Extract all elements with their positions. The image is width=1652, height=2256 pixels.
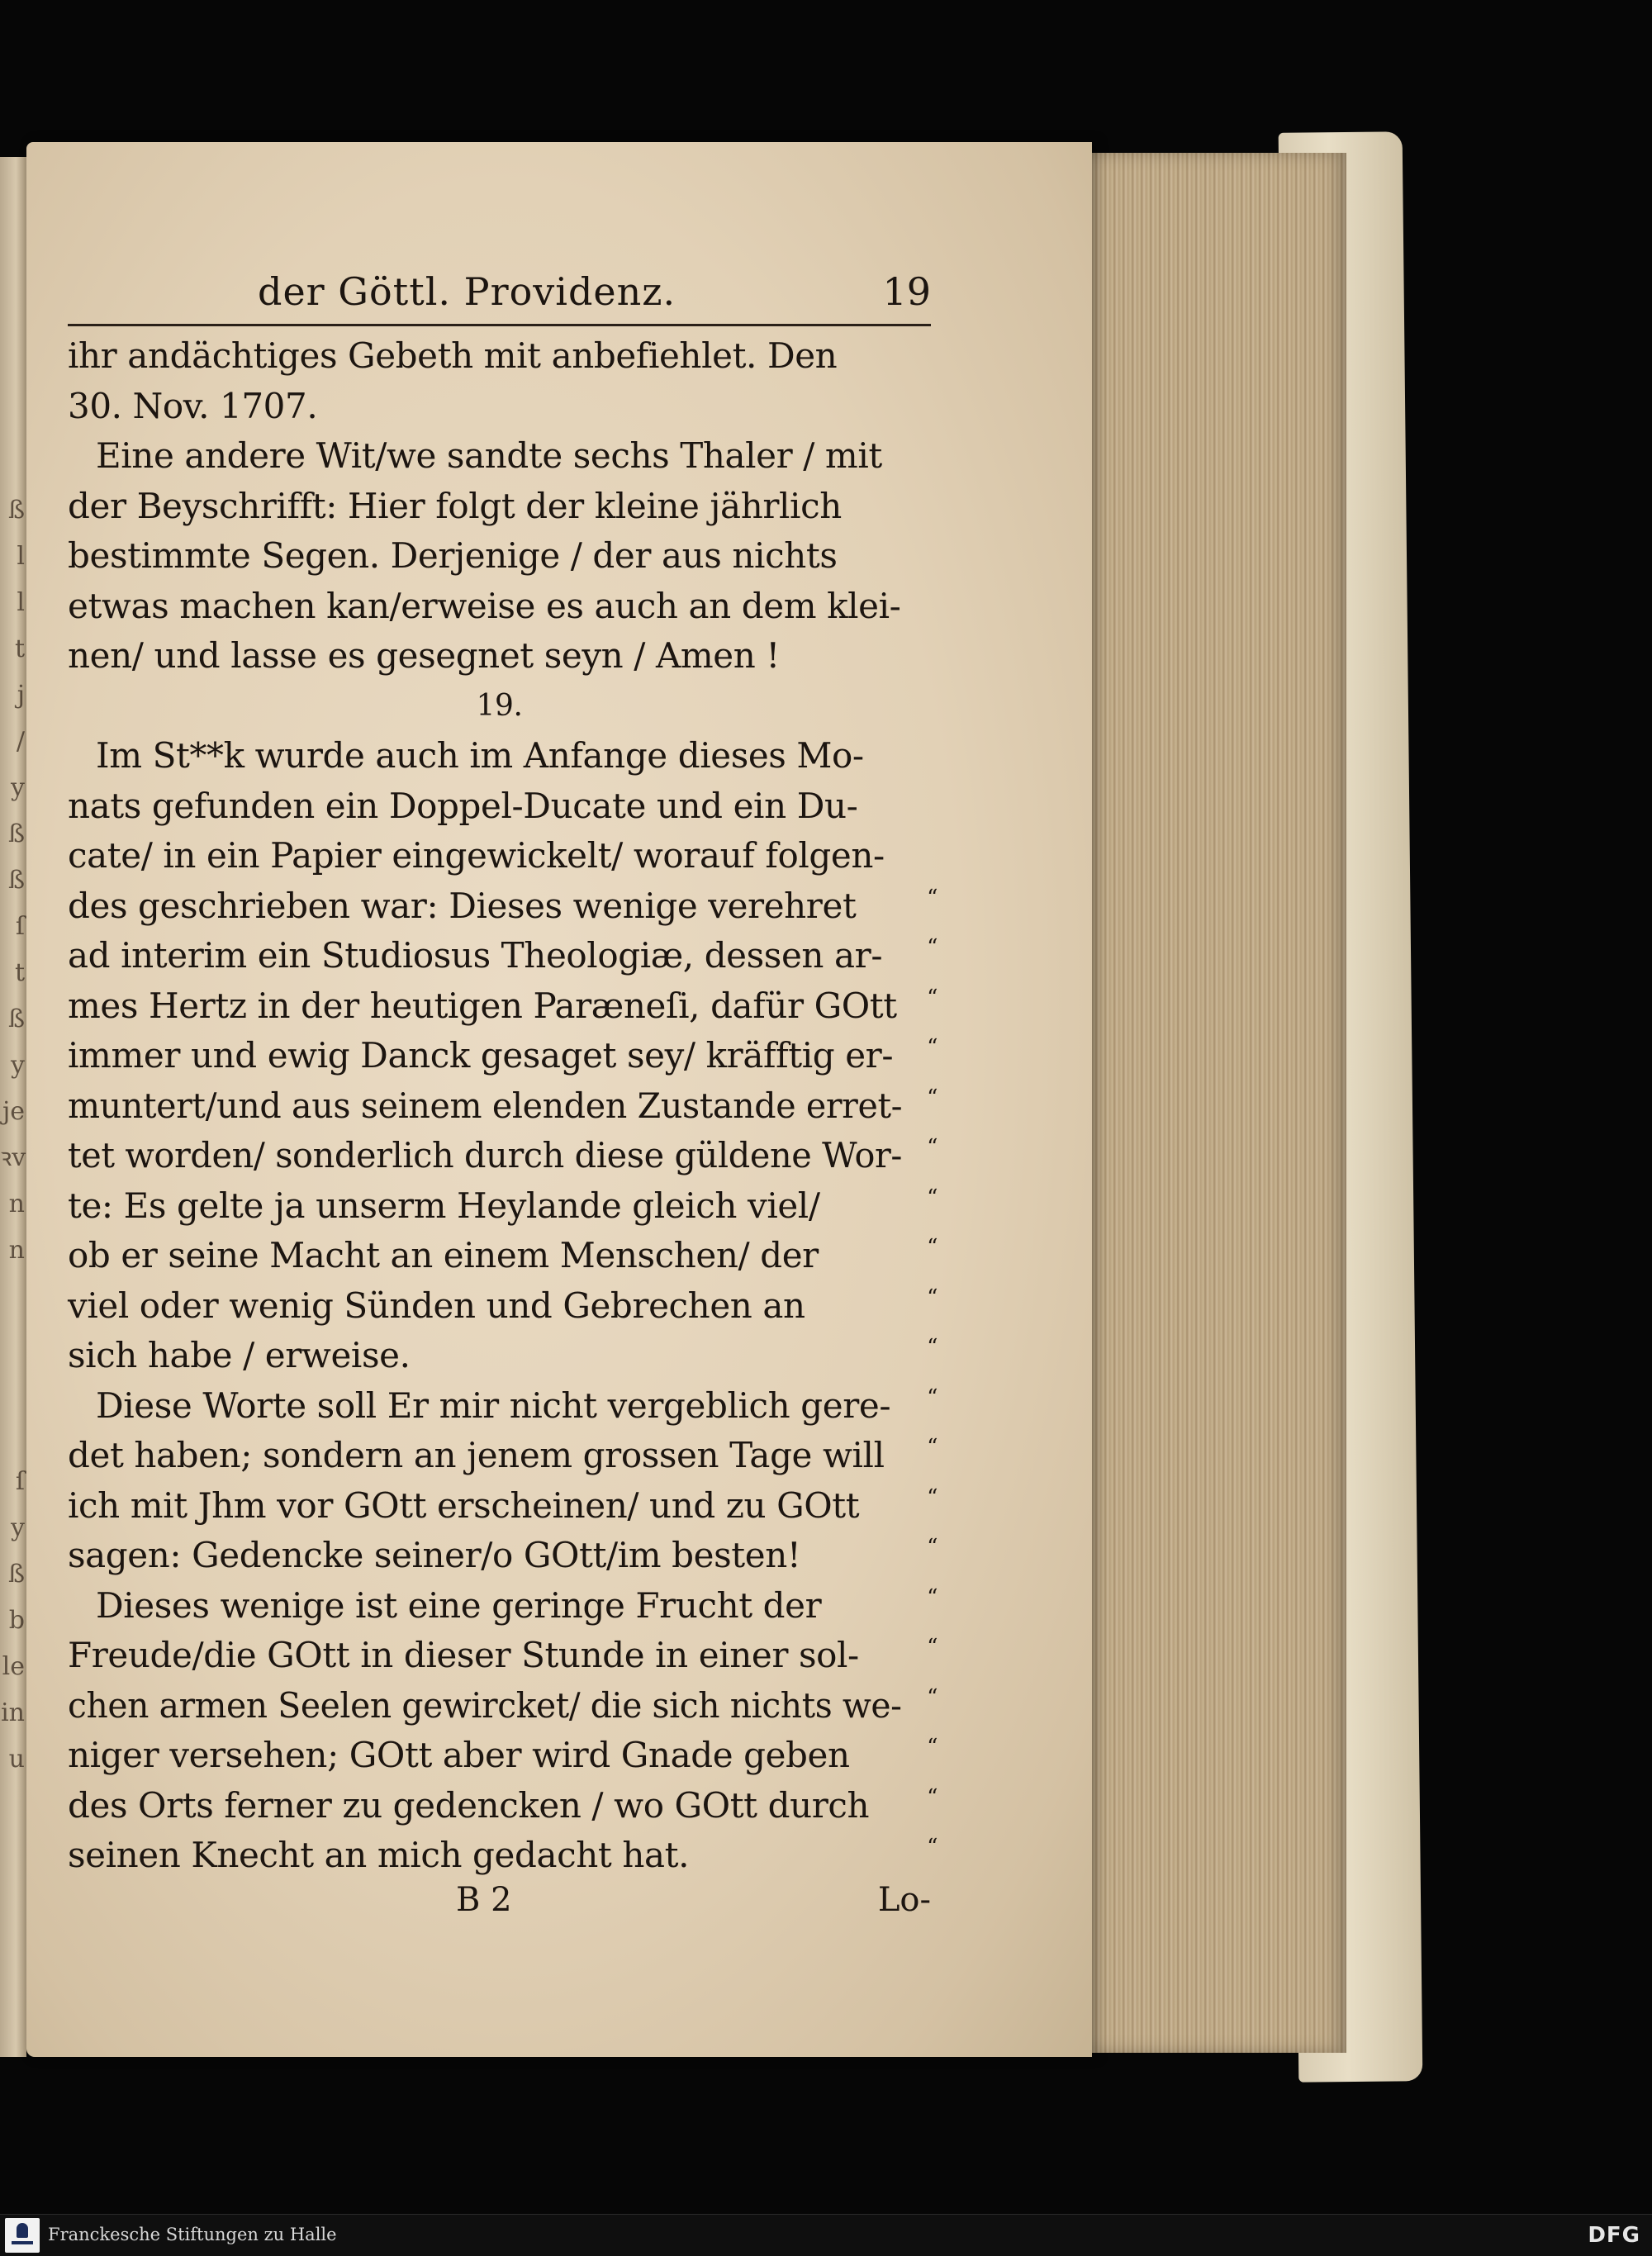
margin-fragment: u xyxy=(8,1745,25,1774)
margin-fragment: l xyxy=(17,542,25,571)
margin-fragment: n xyxy=(8,1236,25,1265)
text-line xyxy=(68,1731,938,1781)
text-line xyxy=(68,531,931,582)
quotation-mark: “ xyxy=(927,1335,938,1360)
margin-fragment: ß xyxy=(7,1560,25,1589)
text-line xyxy=(68,981,938,1032)
margin-fragment xyxy=(0,1320,25,1366)
text-line-content: Diese Worte soll Er mir nicht vergeblich gere- xyxy=(96,1384,891,1426)
text-line xyxy=(68,1081,938,1132)
quotation-mark: “ xyxy=(927,1784,938,1810)
margin-fragment: / xyxy=(16,727,25,756)
text-line xyxy=(68,831,931,881)
quotation-mark: “ xyxy=(927,1185,938,1210)
text-line-content: Im St**k wurde auch im Anfange dieses Mo- xyxy=(96,735,864,776)
book-page xyxy=(26,142,1092,2057)
text-line xyxy=(68,731,931,781)
quotation-mark: “ xyxy=(927,935,938,960)
quotation-mark: “ xyxy=(927,1535,938,1560)
margin-fragment: ß xyxy=(7,1005,25,1033)
text-line-content: nen/ und lasse es gesegnet seyn / Amen ! xyxy=(68,635,780,676)
text-line xyxy=(68,1031,938,1081)
quotation-mark: “ xyxy=(927,1085,938,1110)
margin-fragment: y xyxy=(11,1513,25,1542)
margin-fragment xyxy=(0,1413,25,1459)
margin-fragment: in xyxy=(1,1698,25,1727)
signature-mark: B 2 xyxy=(456,1880,512,1919)
margin-fragment: y xyxy=(11,773,25,802)
text-line xyxy=(68,1581,938,1631)
text-line-content: ihr andächtiges Gebeth mit anbefiehlet. Den xyxy=(68,335,838,376)
quotation-mark: “ xyxy=(927,1384,938,1410)
text-line-content: immer und ewig Danck gesaget sey/ kräfftig er- xyxy=(68,1035,894,1076)
running-head xyxy=(68,266,931,326)
quotation-mark: “ xyxy=(927,1735,938,1760)
previous-page-edge xyxy=(0,157,26,2057)
text-line-content: chen armen Seelen gewircket/ die sich nichts we- xyxy=(68,1684,902,1726)
quotation-mark: “ xyxy=(927,1035,938,1060)
margin-fragment xyxy=(0,1274,25,1320)
margin-fragment: j xyxy=(17,681,25,710)
text-line-content: Dieses wenige ist eine geringe Frucht der xyxy=(96,1584,822,1626)
text-line xyxy=(68,1231,938,1281)
quotation-mark: “ xyxy=(927,1484,938,1510)
page-footer xyxy=(68,1881,931,1931)
text-line-content: det haben; sondern an jenem grossen Tage will xyxy=(68,1435,885,1475)
book-fore-edge xyxy=(1074,153,1346,2053)
text-line xyxy=(68,1681,938,1731)
text-line-content: ich mit Jhm vor GOtt erscheinen/ und zu GOtt xyxy=(68,1484,860,1526)
text-line-content: nats gefunden ein Doppel-Ducate und ein Du- xyxy=(68,785,858,826)
text-line-content: cate/ in ein Papier eingewickelt/ worauf folgen- xyxy=(68,835,885,876)
quotation-mark: “ xyxy=(927,1135,938,1160)
text-line-content: Freude/die GOtt in dieser Stunde in einer sol- xyxy=(68,1635,859,1675)
text-line-content: muntert/und aus seinem elenden Zustande erret- xyxy=(68,1085,903,1126)
text-line xyxy=(68,1631,938,1681)
margin-fragment: l xyxy=(17,588,25,617)
footer-bar xyxy=(0,2214,1652,2256)
margin-fragment: ſ xyxy=(15,912,25,941)
margin-fragment: je xyxy=(2,1097,25,1126)
quotation-mark: “ xyxy=(927,1235,938,1260)
margin-fragment: n xyxy=(8,1190,25,1218)
text-line-content: tet worden/ sonderlich durch diese güldene Wor- xyxy=(68,1135,903,1175)
text-line xyxy=(68,931,938,981)
margin-fragments xyxy=(0,487,25,1783)
text-line-content: etwas machen kan/erweise es auch an dem klei- xyxy=(68,585,901,626)
text-line xyxy=(68,582,931,632)
text-line-content: 30. Nov. 1707. xyxy=(68,385,318,426)
text-line xyxy=(68,382,931,432)
text-line-content: der Beyschrifft: Hier folgt der kleine jährlich xyxy=(68,485,842,526)
text-line-content: sagen: Gedencke seiner/o GOtt/im besten! xyxy=(68,1535,801,1575)
text-line xyxy=(68,1131,938,1181)
text-line xyxy=(68,1381,938,1432)
quotation-mark: “ xyxy=(927,1285,938,1310)
paragraph-block-1 xyxy=(68,331,931,682)
institution-name[interactable]: Franckesche Stiftungen zu Halle xyxy=(48,2225,337,2244)
quotation-mark: “ xyxy=(927,1835,938,1859)
text-line-content: mes Hertz in der heutigen Paræneſi, dafür GOtt xyxy=(68,985,897,1026)
quotation-mark: “ xyxy=(927,985,938,1010)
paragraph-block-2 xyxy=(68,731,938,1881)
margin-fragment: ß xyxy=(7,819,25,848)
text-line xyxy=(68,1331,938,1381)
quotation-mark: “ xyxy=(927,1684,938,1710)
text-line-content: sich habe / erweise. xyxy=(68,1335,411,1375)
margin-fragment: b xyxy=(8,1606,25,1635)
dfg-logo[interactable]: DFG xyxy=(1588,2223,1640,2248)
text-line-content: ob er seine Macht an einem Menschen/ der xyxy=(68,1235,819,1275)
text-line xyxy=(68,631,931,682)
margin-fragment: t xyxy=(14,958,25,987)
text-line xyxy=(68,1181,938,1232)
text-line xyxy=(68,881,938,932)
quotation-mark: “ xyxy=(927,885,938,910)
margin-fragment: ꝛv xyxy=(0,1143,26,1172)
margin-fragment: y xyxy=(11,1051,25,1080)
text-line-content: niger versehen; GOtt aber wird Gnade geben xyxy=(68,1735,850,1775)
text-line xyxy=(68,331,931,382)
text-line-content: seinen Knecht an mich gedacht hat. xyxy=(68,1835,690,1875)
page-text-block xyxy=(68,266,938,1931)
text-line xyxy=(68,781,931,832)
text-line-content: viel oder wenig Sünden und Gebrechen an xyxy=(68,1285,805,1326)
text-line-content: Eine andere Wit/we sandte sechs Thaler / mit xyxy=(96,435,882,476)
running-head-title: der Göttl. Providenz. xyxy=(258,269,676,314)
text-line xyxy=(68,1531,938,1581)
text-line-content: ad interim ein Studiosus Theologiæ, dessen ar- xyxy=(68,935,883,976)
margin-fragment: ß xyxy=(7,496,25,525)
margin-fragment xyxy=(0,1366,25,1413)
text-line xyxy=(68,482,931,532)
text-line xyxy=(68,1481,938,1532)
text-line xyxy=(68,431,931,482)
text-line-content: te: Es gelte ja unserm Heylande gleich viel/ xyxy=(68,1185,820,1226)
section-number: 19. xyxy=(476,688,523,723)
margin-fragment: ſ xyxy=(15,1467,25,1496)
page-number: 19 xyxy=(882,269,931,314)
text-line xyxy=(68,1281,938,1332)
catchword: Lo- xyxy=(877,1880,931,1919)
text-line-content: bestimmte Segen. Derjenige / der aus nichts xyxy=(68,535,838,576)
text-line-content: des Orts ferner zu gedencken / wo GOtt durch xyxy=(68,1784,870,1826)
text-line xyxy=(68,1831,938,1881)
quotation-mark: “ xyxy=(927,1435,938,1460)
text-line xyxy=(68,1431,938,1481)
margin-fragment: t xyxy=(14,634,25,663)
margin-fragment: le xyxy=(2,1652,25,1681)
margin-fragment: ß xyxy=(7,866,25,895)
text-line xyxy=(68,1781,938,1831)
institution-logo-icon[interactable] xyxy=(5,2218,40,2253)
text-line-content: des geschrieben war: Dieses wenige verehret xyxy=(68,885,857,926)
quotation-mark: “ xyxy=(927,1635,938,1660)
quotation-mark: “ xyxy=(927,1584,938,1610)
